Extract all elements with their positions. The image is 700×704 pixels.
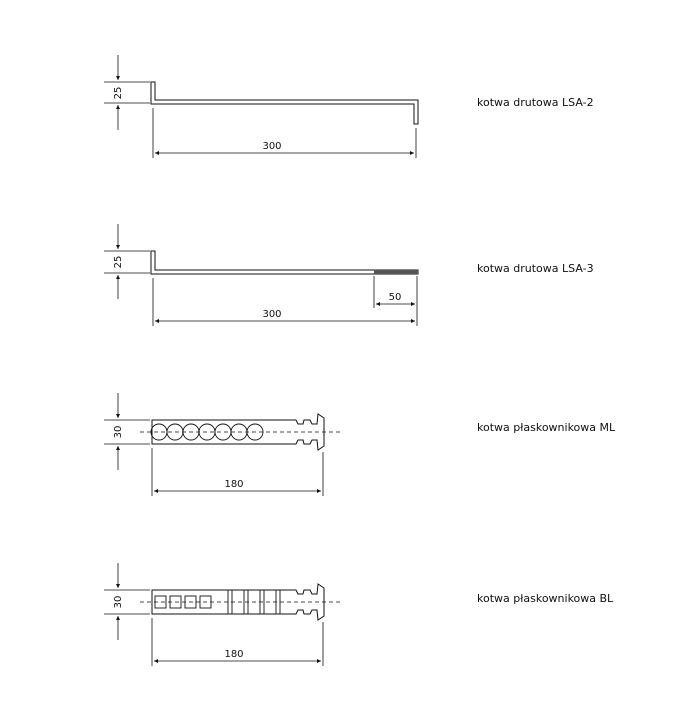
lsa3-length-label: 300: [262, 309, 282, 320]
lsa2-length-label: 300: [262, 141, 282, 152]
ml-height-label: 30: [113, 425, 124, 439]
anchor-name-lsa2: kotwa drutowa LSA-2: [477, 96, 594, 109]
lsa3-height-label: 25: [113, 255, 124, 269]
anchor-name-lsa3: kotwa drutowa LSA-3: [477, 262, 594, 275]
bl-height-label: 30: [113, 595, 124, 609]
anchor-lsa2-drawing: [104, 55, 418, 158]
lsa3-end-label: 50: [388, 292, 402, 303]
bl-length-label: 180: [224, 649, 244, 660]
bl-height-dimension: [104, 563, 150, 640]
lsa3-profiled-end: [374, 270, 418, 274]
lsa2-height-label: 25: [113, 86, 124, 100]
lsa2-length-dimension: [153, 108, 416, 158]
ml-length-label: 180: [224, 479, 244, 490]
lsa2-wire: [151, 82, 418, 124]
anchor-name-ml: kotwa płaskownikowa ML: [477, 421, 616, 434]
lsa3-length-dimension: [153, 278, 415, 326]
anchor-lsa3-drawing: [104, 224, 418, 326]
lsa3-height-dimension: [104, 224, 150, 299]
anchor-ml-drawing: [104, 393, 340, 496]
lsa2-height-dimension: [104, 55, 150, 130]
ml-height-dimension: [104, 393, 150, 470]
anchor-name-bl: kotwa płaskownikowa BL: [477, 592, 614, 605]
anchor-bl-drawing: [104, 563, 340, 666]
